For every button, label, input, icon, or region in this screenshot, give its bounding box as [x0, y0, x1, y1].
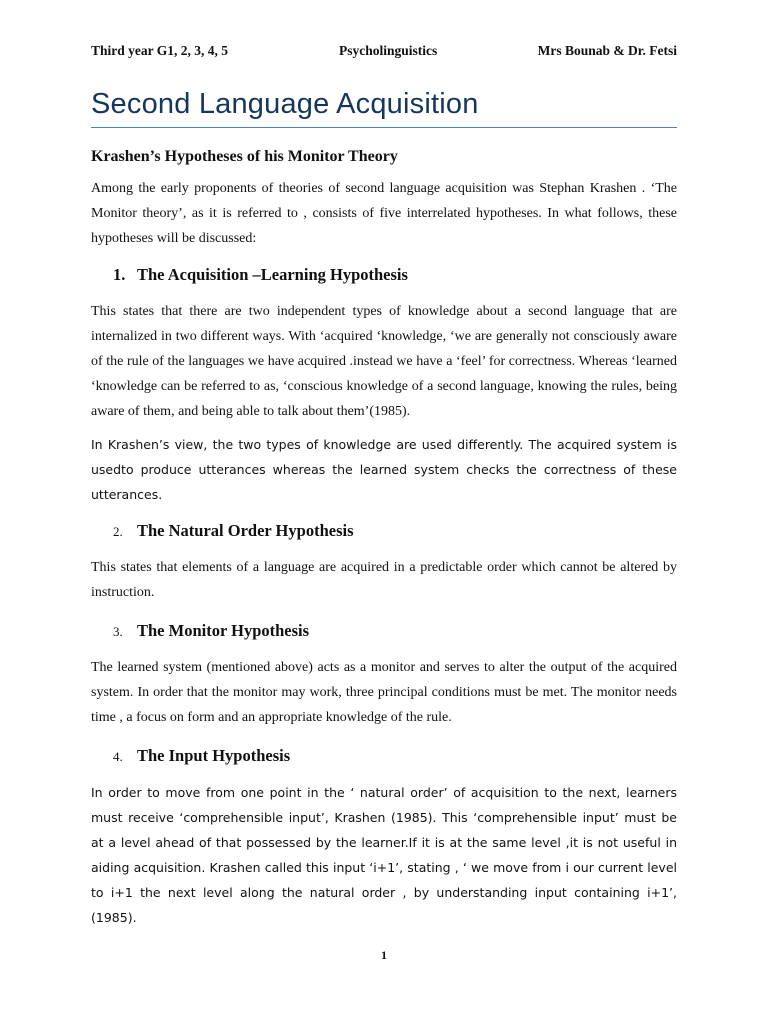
header-course-groups: Third year G1, 2, 3, 4, 5 [91, 43, 229, 58]
section-heading-3 [91, 621, 677, 641]
section-number: 4. [113, 749, 123, 764]
body-paragraph: This states that there are two independent types of knowledge about a second language that are internalized in two different ways. With ‘acquired ‘knowledge, ‘we are generally not consciously aware of the rule of the languages we have acquired .instead we have a ‘feel’ for correctness. Whereas ‘learned ‘knowledge can be referred to as, ‘conscious knowledge of a second language, knowing the rules, being aware of them, and being able to talk about them’(1985). [91, 304, 677, 419]
section-subtitle: Krashen’s Hypotheses of his Monitor Theory [91, 148, 398, 165]
section-title: The Input Hypothesis [137, 746, 291, 765]
section-title: The Monitor Hypothesis [137, 621, 310, 640]
intro-paragraph: Among the early proponents of theories of second language acquisition was Stephan Krashen . ‘The Monitor theory’, as it is referred to , consists of five interrelated hypotheses. In what follows, these hypotheses will be discussed: [91, 181, 677, 246]
section-heading-4 [91, 746, 677, 766]
section-number: 1. [113, 265, 126, 284]
section-title: The Natural Order Hypothesis [137, 521, 354, 540]
body-paragraph: In order to move from one point in the ‘ natural order’ of acquisition to the next, learners must receive ‘comprehensible input’, Krashen (1985). This ‘comprehensible input’ must be at a level ahead of that possessed by the learner.If it is at the same level ,it is not useful in aiding acquisition. Krashen called this input ‘i+1’, stating , ‘ we move from i our current level to i+1 the next level along the natural order , by understanding input containing i+1’, (1985). [91, 785, 677, 925]
section-heading-2 [91, 521, 677, 541]
document-body [91, 148, 677, 938]
section-number: 2. [113, 524, 123, 539]
header-subject: Psycholinguistics [339, 43, 438, 58]
header-authors: Mrs Bounab & Dr. Fetsi [537, 43, 677, 58]
document-title: Second Language Acquisition [91, 88, 677, 128]
section-title: The Acquisition –Learning Hypothesis [137, 265, 408, 284]
page-number: 1 [381, 948, 387, 962]
body-paragraph: In Krashen’s view, the two types of knowledge are used differently. The acquired system is usedto produce utterances whereas the learned system checks the correctness of these utterances. [91, 437, 677, 502]
body-paragraph: The learned system (mentioned above) acts as a monitor and serves to alter the output of the acquired system. In order that the monitor may work, three principal conditions must be met. The monitor needs time , a focus on form and an appropriate knowledge of the rule. [91, 660, 677, 725]
body-paragraph: This states that elements of a language are acquired in a predictable order which cannot be altered by instruction. [91, 560, 677, 600]
section-heading-1 [91, 265, 677, 285]
section-number: 3. [113, 624, 123, 639]
